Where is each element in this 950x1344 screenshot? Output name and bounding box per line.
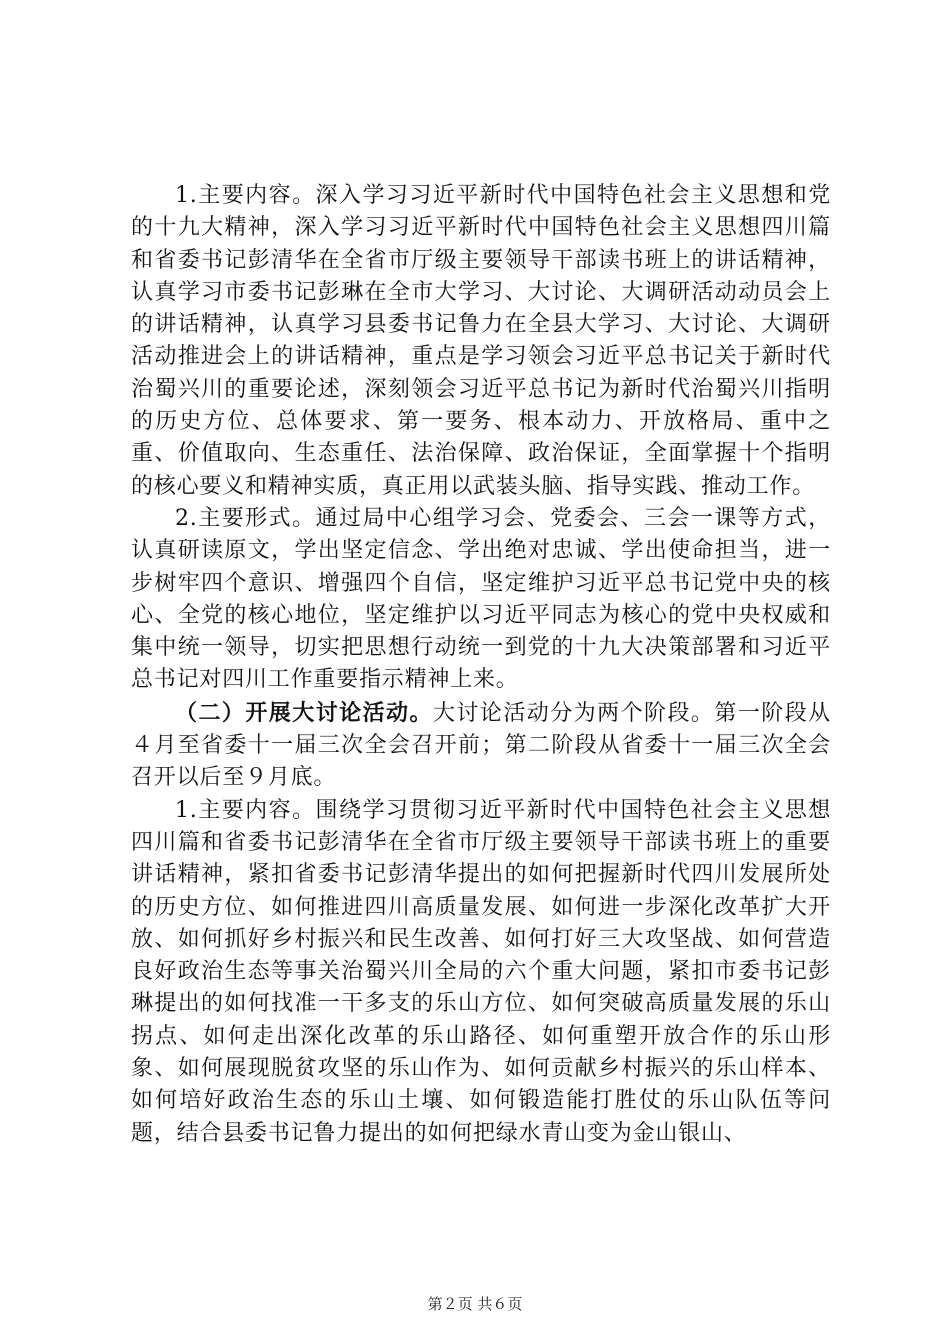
page-number-label: 第２页 共６页: [427, 1295, 523, 1313]
document-body: [131, 180, 831, 1150]
paragraph-main-content-discussion: [131, 795, 831, 1150]
paragraph-text: 1.主要内容。围绕学习贯彻习近平新时代中国特色社会主义思想四川篇和省委书记彭清华在全省市厅级主要领导干部读书班上的重要讲话精神，紧扣省委书记彭清华提出的如何把握新时代四川发展所处的历史方位、如何推进四川高质量发展、如何进一步深化改革扩大开放、如何抓好乡村振兴和民生改善、如何打好三大攻坚战、如何营造良好政治生态等事关治蜀兴川全局的六个重大问题，紧扣市委书记彭琳提出的如何找准一干多支的乐山方位、如何突破高质量发展的乐山拐点、如何走出深化改革的乐山路径、如何重塑开放合作的乐山形象、如何展现脱贫攻坚的乐山作为、如何贡献乡村振兴的乐山样本、如何培好政治生态的乐山土壤、如何锻造能打胜仗的乐山队伍等问题，结合县委书记鲁力提出的如何把绿水青山变为金山银山、: [131, 797, 831, 1146]
paragraph-text: 1.主要内容。深入学习习近平新时代中国特色社会主义思想和党的十九大精神，深入学习习近平新时代中国特色社会主义思想四川篇和省委书记彭清华在全省市厅级主要领导干部读书班上的讲话精神，认真学习市委书记彭琳在全市大学习、大讨论、大调研活动动员会上的讲话精神，认真学习县委书记鲁力在全县大学习、大讨论、大调研活动推进会上的讲话精神，重点是学习领会习近平总书记关于新时代治蜀兴川的重要论述，深刻领会习近平总书记为新时代治蜀兴川指明的历史方位、总体要求、第一要务、根本动力、开放格局、重中之重、价值取向、生态重任、法治保障、政治保证，全面掌握十个指明的核心要义和精神实质，真正用以武装头脑、指导实践、推动工作。: [131, 183, 831, 499]
paragraph-text: 2.主要形式。通过局中心组学习会、党委会、三会一课等方式，认真研读原文，学出坚定信念、学出绝对忠诚、学出使命担当，进一步树牢四个意识、增强四个自信，坚定维护习近平总书记党中央的核心、全党的核心地位，坚定维护以习近平同志为核心的党中央权威和集中统一领导，切实把思想行动统一到党的十九大决策部署和习近平总书记对四川工作重要指示精神上来。: [131, 505, 831, 693]
paragraph-section-2-discussion: [131, 697, 831, 795]
paragraph-main-form-2: [131, 503, 831, 697]
paragraph-text: 大讨论活动分为两个阶段。第一阶段从４月至省委十一届三次全会召开前；第二阶段从省委十一届三次全会召开以后至９月底。: [131, 700, 831, 791]
section-heading: （二）开展大讨论活动。: [175, 699, 433, 726]
paragraph-main-content-1: [131, 180, 831, 503]
page-footer: [0, 1293, 950, 1314]
